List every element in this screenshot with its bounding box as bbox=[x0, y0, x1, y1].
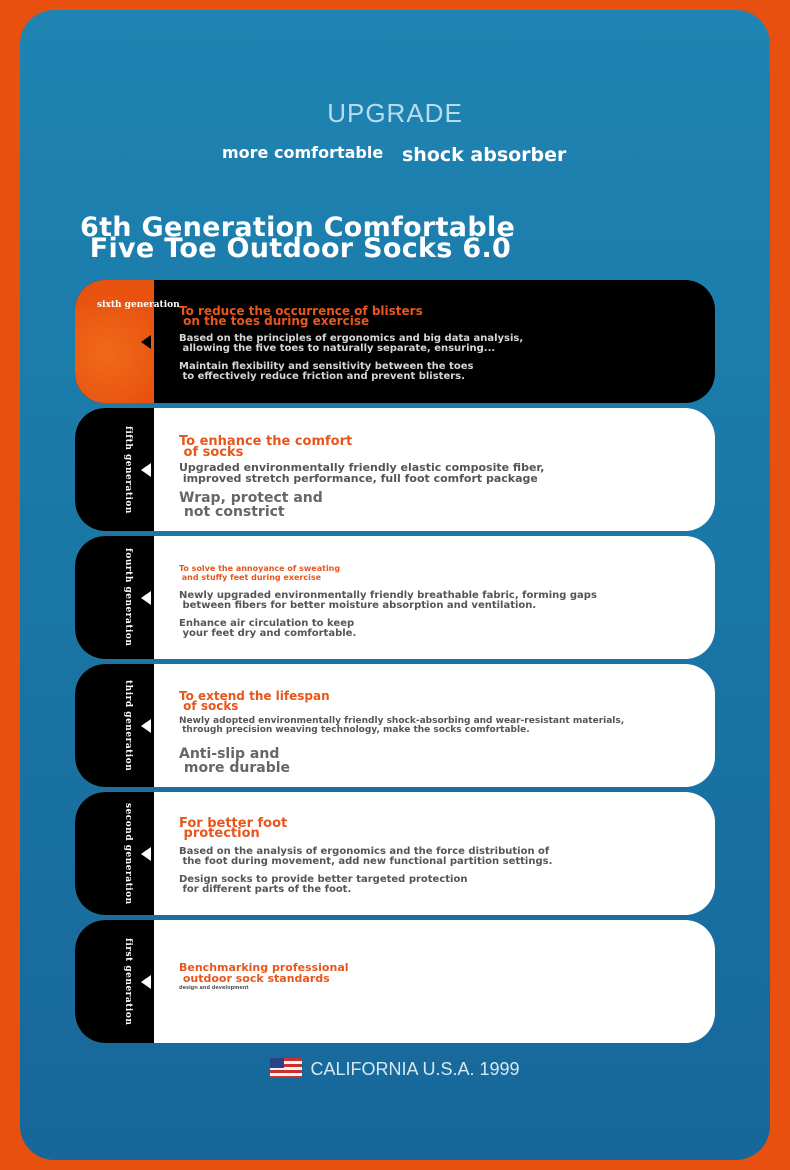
card-text-2: Design socks to provide better targeted protection for different parts of the foot. bbox=[179, 874, 468, 895]
footer bbox=[20, 1058, 770, 1080]
upgrade-heading: UPGRADE bbox=[327, 98, 463, 128]
card-text-1: Based on the analysis of ergonomics and the force distribution of the foot during movement, add new functional partition settings. bbox=[179, 846, 553, 867]
generation-label: fifth generation bbox=[123, 425, 133, 514]
pointer-notch bbox=[141, 847, 151, 861]
pointer-notch bbox=[141, 975, 151, 989]
generation-label: third generation bbox=[123, 679, 133, 772]
card-highlight: Wrap, protect and not constrict bbox=[179, 490, 323, 520]
pointer-notch bbox=[141, 719, 151, 733]
tag-more-comfortable: more comfortable bbox=[222, 143, 384, 162]
card-heading: To enhance the comfort of socks bbox=[179, 434, 353, 460]
main-panel bbox=[20, 10, 770, 1160]
pointer-notch bbox=[141, 335, 151, 349]
card-text-1: Upgraded environmentally friendly elastic composite fiber, improved stretch performance, full foot comfort package bbox=[179, 461, 545, 485]
pointer-notch bbox=[141, 463, 151, 477]
tag-shock-absorber: shock absorber bbox=[402, 144, 567, 166]
card-heading: For better foot protection bbox=[179, 816, 288, 841]
footer-text: CALIFORNIA U.S.A. 1999 bbox=[310, 1059, 520, 1079]
card-heading: To solve the annoyance of sweating and stuffy feet during exercise bbox=[179, 564, 341, 582]
card-heading: Benchmarking professional outdoor sock standards bbox=[179, 961, 349, 985]
generation-card-fourth bbox=[75, 536, 715, 659]
card-text-2: Maintain flexibility and sensitivity between the toes to effectively reduce friction and prevent blisters. bbox=[179, 361, 474, 382]
generation-label: second generation bbox=[123, 802, 133, 905]
generation-label: sixth generation bbox=[97, 300, 180, 310]
card-heading: To reduce the occurrence of blisters on the toes during exercise bbox=[179, 304, 423, 328]
card-text-1: Newly upgraded environmentally friendly breathable fabric, forming gaps between fibers for better moisture absorption and ventilation. bbox=[179, 590, 597, 611]
card-text-small: design and development bbox=[179, 985, 249, 991]
us-flag-icon bbox=[270, 1058, 302, 1078]
generation-card-fifth bbox=[75, 408, 715, 531]
generation-label: fourth generation bbox=[123, 548, 133, 647]
generation-card-third bbox=[75, 664, 715, 787]
page-title: 6th Generation Comfortable Five Toe Outdoor Socks 6.0 bbox=[80, 212, 516, 264]
generation-label: first generation bbox=[123, 937, 133, 1026]
pointer-notch bbox=[141, 591, 151, 605]
card-heading: To extend the lifespan of socks bbox=[179, 689, 330, 713]
card-text-1: Based on the principles of ergonomics and big data analysis, allowing the five toes to naturally separate, ensuring... bbox=[179, 333, 524, 354]
generation-card-second bbox=[75, 792, 715, 915]
generation-card-sixth bbox=[75, 280, 715, 403]
card-highlight: Anti-slip and more durable bbox=[179, 746, 291, 776]
card-text-1: Newly adopted environmentally friendly shock-absorbing and wear-resistant materials, through precision weaving technology, make the socks comfortable. bbox=[179, 716, 625, 735]
generation-card-first bbox=[75, 920, 715, 1043]
card-text-2: Enhance air circulation to keep your feet dry and comfortable. bbox=[179, 618, 357, 639]
